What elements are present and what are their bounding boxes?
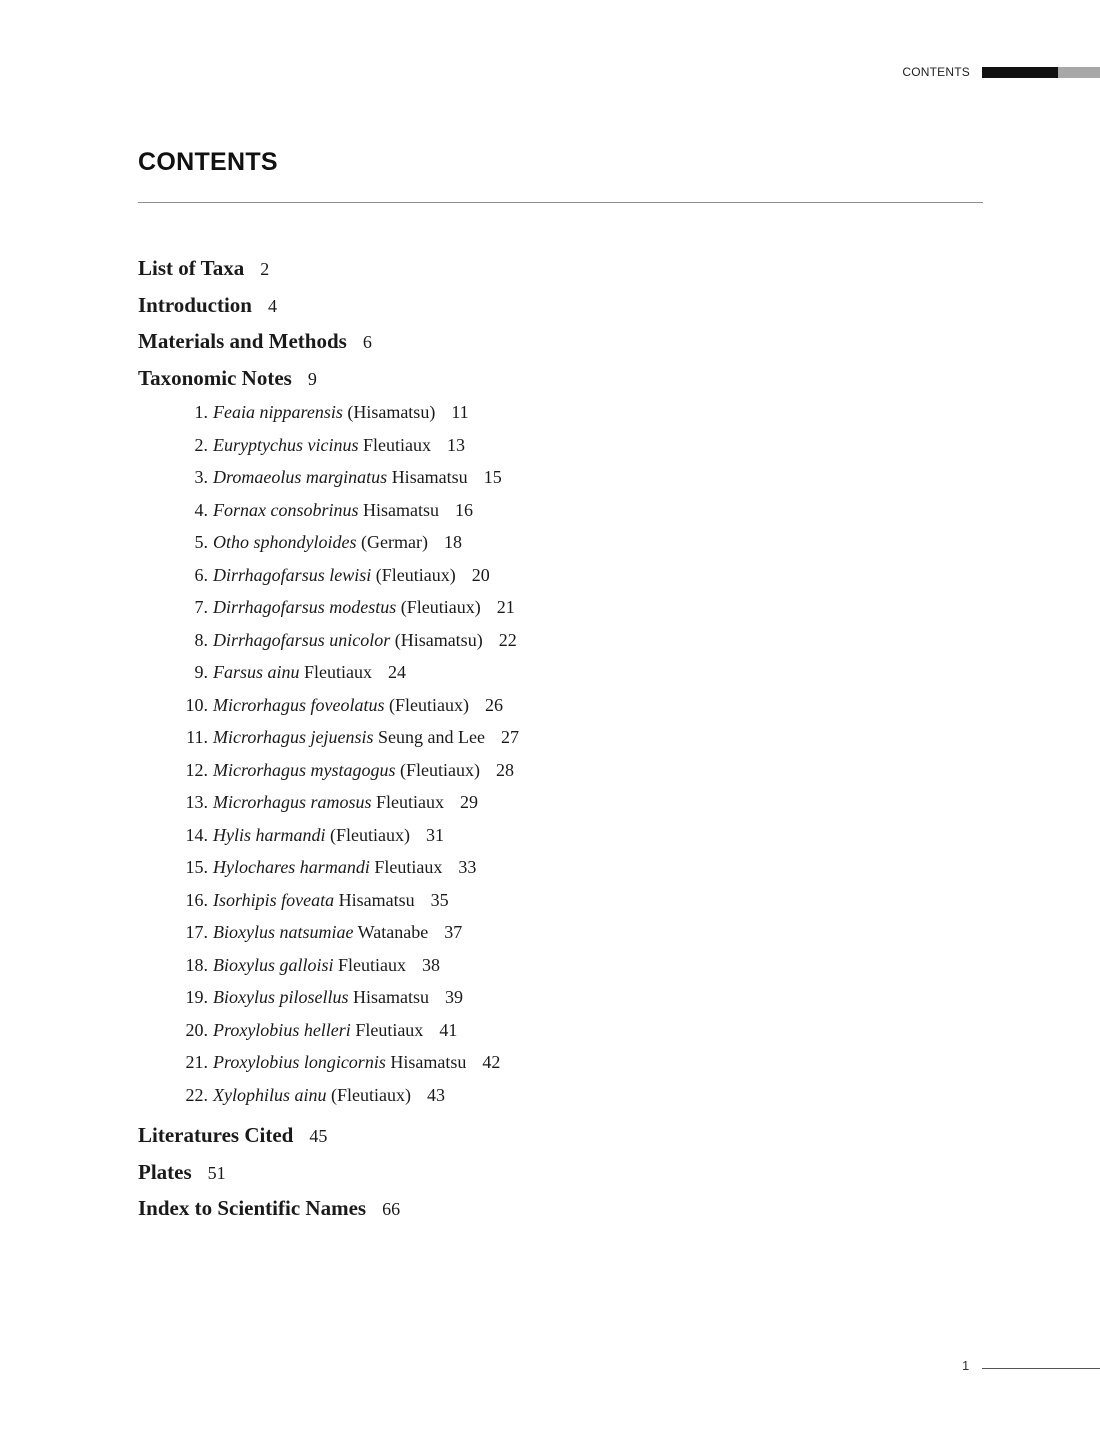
toc-taxon-name: Fornax consobrinus: [213, 499, 359, 520]
table-of-contents: [138, 250, 519, 1227]
toc-taxon-number: 13.: [185, 792, 208, 812]
toc-taxon-entry: [138, 819, 519, 852]
toc-taxonomic-notes-list: [138, 396, 519, 1111]
running-header: [0, 62, 1100, 82]
header-bar-dark: [982, 67, 1058, 78]
running-header-label: CONTENTS: [902, 65, 970, 79]
toc-page-number: 21: [496, 597, 515, 617]
toc-taxon-name: Dirrhagofarsus modestus: [213, 597, 397, 617]
toc-page-number: 27: [500, 727, 519, 747]
toc-taxon-entry: [138, 1046, 519, 1079]
toc-taxon-name: Bioxylus pilosellus: [213, 987, 349, 1007]
toc-taxon-entry: [138, 721, 519, 754]
toc-page-number: 16: [455, 499, 473, 520]
toc-section-entry: [138, 250, 519, 287]
toc-section-title: Index to Scientific Names: [138, 1196, 367, 1220]
toc-taxon-author: Watanabe: [357, 922, 429, 942]
toc-taxon-number: 20.: [185, 1019, 208, 1040]
toc-taxon-author: Fleutiaux: [304, 662, 373, 682]
toc-taxon-number: 7.: [194, 597, 208, 617]
toc-taxon-entry: [138, 559, 519, 592]
toc-page-number: 33: [458, 857, 477, 877]
toc-taxon-entry: [138, 981, 519, 1014]
toc-taxon-author: Hisamatsu: [391, 467, 468, 487]
toc-taxon-name: Bioxylus galloisi: [213, 954, 334, 975]
toc-taxon-author: Fleutiaux: [376, 792, 445, 812]
toc-taxon-entry: [138, 429, 519, 462]
toc-taxon-author: (Germar): [361, 532, 428, 552]
toc-page-number: 13: [446, 434, 465, 455]
toc-section-entry: [138, 323, 519, 360]
toc-taxon-number: 1.: [194, 402, 208, 422]
toc-section-title: Plates: [138, 1159, 192, 1184]
toc-taxon-author: (Fleutiaux): [330, 824, 410, 845]
toc-taxon-number: 15.: [185, 857, 208, 877]
page-footer: [0, 1358, 1100, 1378]
toc-section-entry: [138, 287, 519, 324]
toc-page-number: 45: [309, 1126, 328, 1146]
toc-page-number: 42: [482, 1052, 501, 1072]
toc-taxon-number: 19.: [185, 987, 208, 1007]
toc-page-number: 15: [483, 467, 502, 487]
toc-section-title: Taxonomic Notes: [138, 365, 292, 390]
toc-page-number: 39: [444, 987, 463, 1007]
toc-taxon-author: Hisamatsu: [338, 889, 415, 910]
toc-section-entry: [138, 1154, 519, 1191]
toc-taxon-name: Xylophilus ainu: [213, 1084, 327, 1105]
toc-page-number: 4: [267, 295, 277, 316]
toc-section-entry: [138, 360, 519, 397]
toc-front-sections: [138, 250, 519, 396]
toc-taxon-entry: [138, 786, 519, 819]
toc-taxon-entry: [138, 461, 519, 494]
toc-page-number: 38: [422, 954, 440, 975]
toc-taxon-author: Hisamatsu: [352, 987, 429, 1007]
toc-taxon-entry: [138, 754, 519, 787]
toc-page-number: 43: [426, 1084, 445, 1105]
toc-taxon-author: Fleutiaux: [355, 1019, 424, 1040]
toc-page-number: 2: [260, 259, 270, 279]
toc-section-title: List of Taxa: [138, 256, 245, 280]
toc-taxon-number: 11.: [186, 727, 208, 747]
toc-taxon-author: Seung and Lee: [378, 727, 485, 747]
toc-taxon-entry: [138, 624, 519, 657]
toc-taxon-number: 12.: [185, 759, 208, 780]
toc-taxon-number: 4.: [194, 499, 208, 520]
toc-taxon-number: 9.: [194, 662, 208, 682]
toc-taxon-entry: [138, 689, 519, 722]
toc-taxon-author: (Fleutiaux): [400, 759, 480, 780]
toc-page-number: 6: [362, 332, 372, 352]
toc-page-number: 66: [382, 1199, 401, 1219]
toc-page-number: 51: [207, 1162, 226, 1183]
toc-section-title: Materials and Methods: [138, 329, 347, 353]
toc-taxon-author: Hisamatsu: [390, 1052, 467, 1072]
toc-taxon-name: Microrhagus foveolatus: [213, 694, 385, 715]
toc-page-number: 9: [307, 368, 317, 389]
toc-taxon-author: Hisamatsu: [363, 499, 439, 520]
toc-taxon-name: Dirrhagofarsus unicolor: [213, 629, 391, 650]
page-title: CONTENTS: [138, 148, 278, 176]
toc-page-number: 29: [460, 792, 479, 812]
toc-taxon-number: 21.: [185, 1052, 208, 1072]
toc-taxon-entry: [138, 656, 519, 689]
toc-taxon-name: Isorhipis foveata: [213, 889, 335, 910]
toc-taxon-author: (Fleutiaux): [400, 597, 481, 617]
header-bar-light: [1058, 67, 1100, 78]
toc-taxon-name: Proxylobius helleri: [213, 1019, 351, 1040]
toc-taxon-author: (Fleutiaux): [331, 1084, 411, 1105]
toc-taxon-number: 10.: [185, 694, 208, 715]
title-divider: [138, 202, 983, 203]
toc-taxon-number: 22.: [185, 1084, 208, 1105]
toc-taxon-name: Microrhagus jejuensis: [213, 727, 374, 747]
toc-page-number: 20: [471, 564, 490, 585]
toc-taxon-entry: [138, 591, 519, 624]
toc-taxon-author: (Fleutiaux): [389, 694, 469, 715]
toc-taxon-number: 8.: [194, 629, 208, 650]
toc-back-sections: [138, 1117, 519, 1227]
toc-taxon-entry: [138, 916, 519, 949]
toc-taxon-name: Farsus ainu: [213, 662, 300, 682]
toc-taxon-name: Otho sphondyloides: [213, 532, 357, 552]
toc-taxon-entry: [138, 526, 519, 559]
toc-page-number: 26: [484, 694, 503, 715]
page-number: 1: [962, 1358, 970, 1373]
toc-taxon-name: Microrhagus ramosus: [213, 792, 372, 812]
toc-page-number: 24: [388, 662, 407, 682]
toc-page-number: 18: [443, 532, 462, 552]
toc-taxon-name: Bioxylus natsumiae: [213, 922, 354, 942]
toc-taxon-number: 3.: [194, 467, 208, 487]
toc-taxon-name: Feaia nipparensis: [213, 402, 343, 422]
toc-taxon-author: (Hisamatsu): [347, 402, 436, 422]
toc-taxon-number: 17.: [185, 922, 208, 942]
toc-taxon-number: 18.: [185, 954, 208, 975]
toc-taxon-author: (Hisamatsu): [394, 629, 483, 650]
toc-page-number: 31: [425, 824, 444, 845]
toc-taxon-author: Fleutiaux: [338, 954, 406, 975]
toc-taxon-name: Microrhagus mystagogus: [213, 759, 396, 780]
toc-taxon-entry: [138, 949, 519, 982]
toc-page-number: 11: [451, 402, 469, 422]
toc-page-number: 35: [430, 889, 449, 910]
toc-taxon-number: 2.: [194, 434, 208, 455]
toc-taxon-entry: [138, 396, 519, 429]
toc-section-entry: [138, 1190, 519, 1227]
toc-taxon-name: Dromaeolus marginatus: [213, 467, 388, 487]
toc-section-title: Literatures Cited: [138, 1123, 294, 1147]
toc-page-number: 41: [439, 1019, 458, 1040]
footer-rule: [982, 1368, 1100, 1369]
toc-taxon-author: (Fleutiaux): [375, 564, 456, 585]
toc-taxon-author: Fleutiaux: [362, 434, 431, 455]
toc-taxon-entry: [138, 884, 519, 917]
toc-taxon-name: Proxylobius longicornis: [213, 1052, 386, 1072]
toc-taxon-name: Hylis harmandi: [213, 824, 326, 845]
toc-taxon-entry: [138, 1079, 519, 1112]
toc-page-number: 28: [496, 759, 514, 780]
toc-taxon-entry: [138, 851, 519, 884]
toc-taxon-number: 14.: [185, 824, 208, 845]
toc-taxon-entry: [138, 494, 519, 527]
toc-taxon-name: Dirrhagofarsus lewisi: [213, 564, 372, 585]
toc-taxon-number: 16.: [185, 889, 208, 910]
toc-taxon-number: 6.: [194, 564, 208, 585]
toc-taxon-name: Euryptychus vicinus: [213, 434, 359, 455]
toc-taxon-entry: [138, 1014, 519, 1047]
toc-page-number: 22: [498, 629, 517, 650]
toc-section-title: Introduction: [138, 292, 252, 317]
toc-page-number: 37: [444, 922, 463, 942]
toc-taxon-author: Fleutiaux: [374, 857, 443, 877]
toc-taxon-number: 5.: [194, 532, 208, 552]
toc-taxon-name: Hylochares harmandi: [213, 857, 370, 877]
toc-section-entry: [138, 1117, 519, 1154]
